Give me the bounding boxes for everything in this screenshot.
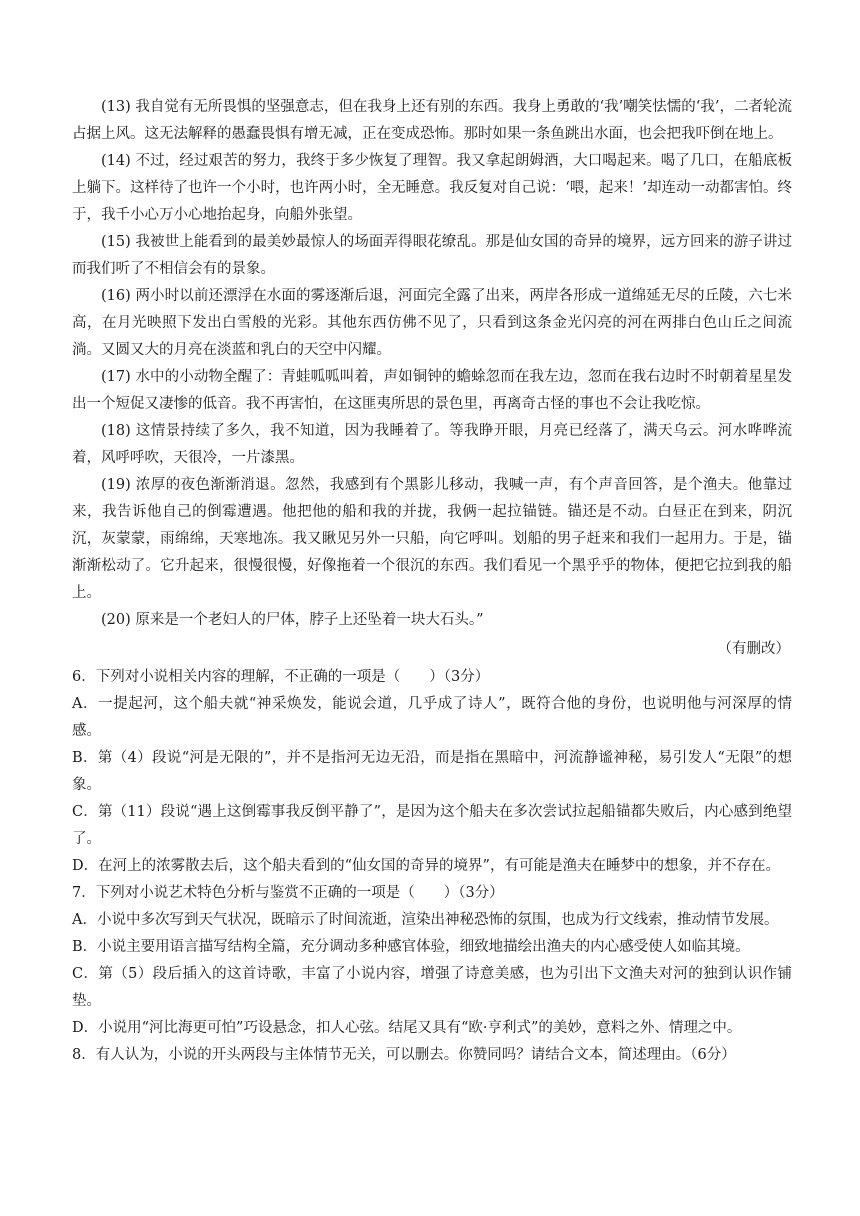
- story-paragraph-18: (18) 这情景持续了多久，我不知道，因为我睡着了。等我睁开眼，月亮已经落了，满天乌云。河水哗哗流着，风呼呼吹，天很冷，一片漆黑。: [72, 423, 792, 466]
- option-d: D．小说用“河比海更可怕”巧设悬念，扣人心弦。结尾又具有“欧·亨利式”的美妙，意料之外、情理之中。: [72, 1020, 742, 1036]
- story-paragraph-17: (17) 水中的小动物全醒了：青蛙呱呱叫着，声如铜钟的蟾蜍忽而在我左边，忽而在我右边时不时朝着星星发出一个短促又凄惨的低音。我不再害怕，在这匪夷所思的景色里，再离奇古怪的事也不会让我吃惊。: [72, 369, 792, 412]
- question-stem: 6．下列对小说相关内容的理解，不正确的一项是（ ）（3分）: [72, 669, 490, 685]
- story-paragraph-13: (13) 我自觉有无所畏惧的坚强意志，但在我身上还有别的东西。我身上勇敢的‘我’嘲笑怯懦的‘我’，二者轮流占据上风。这无法解释的愚蠢畏惧有增无减，正在变成恐怖。那时如果一条鱼跳出水面，也会把我吓倒在地上。: [72, 99, 792, 142]
- question-8: [72, 1042, 792, 1069]
- question-7: [72, 880, 792, 1042]
- option-b: B．小说主要用语言描写结构全篇，充分调动多种感官体验，细致地描绘出渔夫的内心感受使人如临其境。: [72, 939, 750, 955]
- question-6: [72, 664, 792, 880]
- source-credit: （有删改）: [717, 641, 790, 657]
- option-c: C．第（11）段说“遇上这倒霉事我反倒平静了”，是因为这个船夫在多次尝试拉起船锚都失败后，内心感到绝望了。: [72, 804, 792, 847]
- option-a: A．一提起河，这个船夫就“神采焕发，能说会道，几乎成了诗人”，既符合他的身份，也说明他与河深厚的情感。: [72, 696, 792, 739]
- option-d: D．在河上的浓雾散去后，这个船夫看到的“仙女国的奇异的境界”，有可能是渔夫在睡梦中的想象，并不存在。: [72, 858, 780, 874]
- story-paragraph-15: (15) 我被世上能看到的最美妙最惊人的场面弄得眼花缭乱。那是仙女国的奇异的境界，远方回来的游子讲过而我们听了不相信会有的景象。: [72, 234, 792, 277]
- story-paragraph-20: (20) 原来是一个老妇人的尸体，脖子上还坠着一块大石头。”: [101, 612, 484, 628]
- story-paragraph-19: (19) 浓厚的夜色渐渐消退。忽然，我感到有个黑影儿移动，我喊一声，有个声音回答，是个渔夫。他靠过来，我告诉他自己的倒霉遭遇。他把他的船和我的并拢，我俩一起拉锚链。锚还是不动。白昼正在到来，阴沉沉，灰蒙蒙，雨绵绵，天寒地冻。我又瞅见另外一只船，向它呼叫。划船的男子赶来和我们一起用力。于是，锚渐渐松动了。它升起来，很慢很慢，好像拖着一个很沉的东西。我们看见一个黑乎乎的物体，便把它拉到我的船上。: [72, 477, 792, 601]
- option-b: B．第（4）段说“河是无限的”，并不是指河无边无沿，而是指在黑暗中，河流静谧神秘，易引发人“无限”的想象。: [72, 750, 792, 793]
- question-stem: 8．有人认为，小说的开头两段与主体情节无关，可以删去。你赞同吗？请结合文本，简述理由。（6分）: [72, 1047, 736, 1063]
- option-a: A．小说中多次写到天气状况，既暗示了时间流逝，渲染出神秘恐怖的氛围，也成为行文线索，推动情节发展。: [72, 912, 779, 928]
- question-stem: 7．下列对小说艺术特色分析与鉴赏不正确的一项是（ ）（3分）: [72, 885, 504, 901]
- story-excerpt: [72, 94, 792, 664]
- story-paragraph-14: (14) 不过，经过艰苦的努力，我终于多少恢复了理智。我又拿起朗姆酒，大口喝起来。喝了几口，在船底板上躺下。这样待了也许一个小时，也许两小时，全无睡意。我反复对自己说：‘喂，起来！’却连动一动都害怕。终于，我千小心万小心地抬起身，向船外张望。: [72, 153, 792, 223]
- option-c: C．第（5）段后插入的这首诗歌，丰富了小说内容，增强了诗意美感，也为引出下文渔夫对河的独到认识作铺垫。: [72, 966, 792, 1009]
- story-paragraph-16: (16) 两小时以前还漂浮在水面的雾逐渐后退，河面完全露了出来，两岸各形成一道绵延无尽的丘陵，六七米高，在月光映照下发出白雪般的光彩。其他东西仿佛不见了，只看到这条金光闪亮的河在两排白色山丘之间流淌。又圆又大的月亮在淡蓝和乳白的天空中闪耀。: [72, 288, 792, 358]
